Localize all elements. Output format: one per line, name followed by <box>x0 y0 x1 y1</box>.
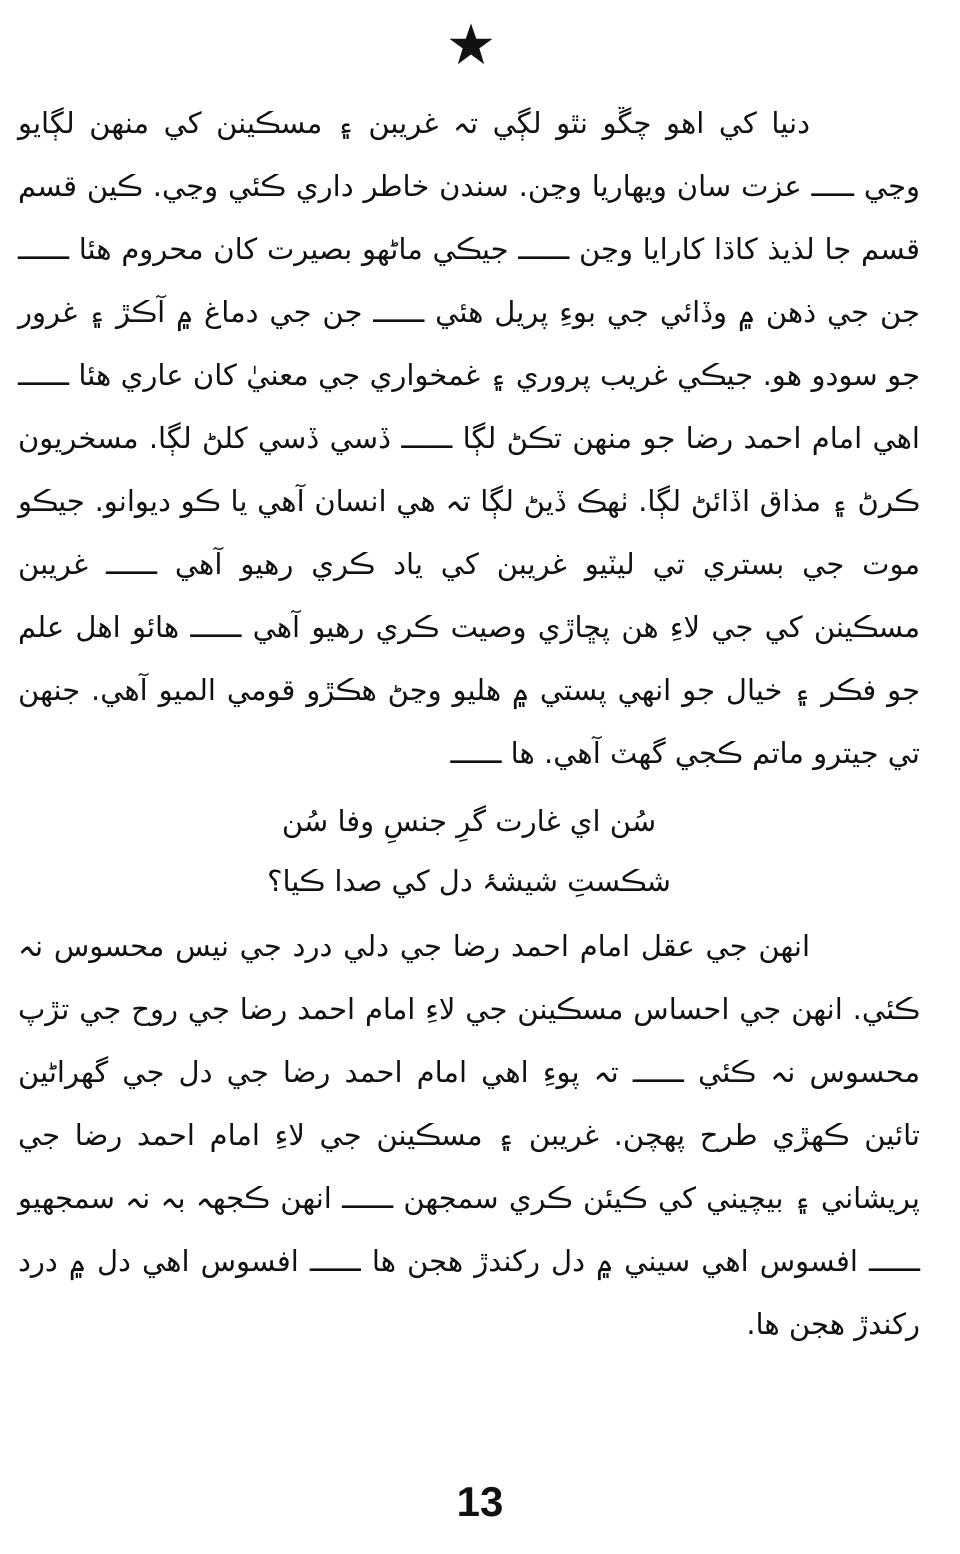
page-number: 13 <box>456 1478 504 1525</box>
star-icon <box>449 22 493 66</box>
page-body <box>18 92 920 1356</box>
couplet <box>18 791 920 911</box>
couplet-line-1: سُن اي غارت گرِ جنسِ وفا سُن <box>281 804 657 838</box>
star-icon-graphic <box>449 22 493 66</box>
couplet-line-2: شڪستِ شيشۂ دل کي صدا ڪيا؟ <box>267 864 671 898</box>
paragraph-1: دنيا کي اهو چڱو نٿو لڳي تہ غريبن ۽ مسڪينن کي منهن لڳايو وڃي ـــــ عزت سان ويهاريا وڃن. سندن خاطر داري ڪئي وڃي. ڪين قسم قسم جا لذيذ کاڌا کارايا وڃن ــــــ جيڪي ماڻهو بصيرت کان محروم هئا ــــــ جن جي ذهن ۾ وڏائي جي بوءِ پريل هئي ــــــ جن جي دماغ ۾ آڪڙ ۽ غرور جو سودو هو. جيڪي غريب پروري ۽ غمخواري جي معنيٰ کان عاري هئا ــــــ اهي امام احمد رضا جو منهن تڪڻ لڳا ــــــ ڏسي ڏسي کلڻ لڳا. مسخريون ڪرڻ ۽ مذاق اڏائڻ لڳا. ٺهڪ ڏيڻ لڳا تہ هي انسان آهي يا ڪو ديوانو. جيڪو موت جي بستري تي ليٽيو غريبن کي ياد ڪري رهيو آهي ــــــ غريبن مسڪينن کي جي لاءِ هن پڇاڙي وصيت ڪري رهيو آهي ــــــ هائو اهل علم جو فڪر ۽ خيال جو انهي پستي ۾ هليو وڃڻ هڪڙو قومي الميو آهي. جنهن تي جيترو ماتم ڪجي گهٽ آهي. ها ــــــ <box>18 106 920 770</box>
paragraph-2: انهن جي عقل امام احمد رضا جي دلي درد جي نيس محسوس نہ ڪئي. انهن جي احساس مسڪينن جي لاءِ امام احمد رضا جي روح جي تڙپ محسوس نہ ڪئي ــــــ تہ پوءِ اهي امام احمد رضا جي دل جي گهراڻين تائين ڪهڙي طرح پهچن. غريبن ۽ مسڪينن جي لاءِ امام احمد رضا جي پريشاني ۽ بيچيني کي ڪيئن ڪري سمجهن ــــــ انهن ڪجهہ بہ نہ سمجهيو ــــــ افسوس اهي سيني ۾ دل رکندڙ هجن ها ــــــ افسوس اهي دل ۾ درد رکندڙ هجن ها. <box>18 929 920 1341</box>
